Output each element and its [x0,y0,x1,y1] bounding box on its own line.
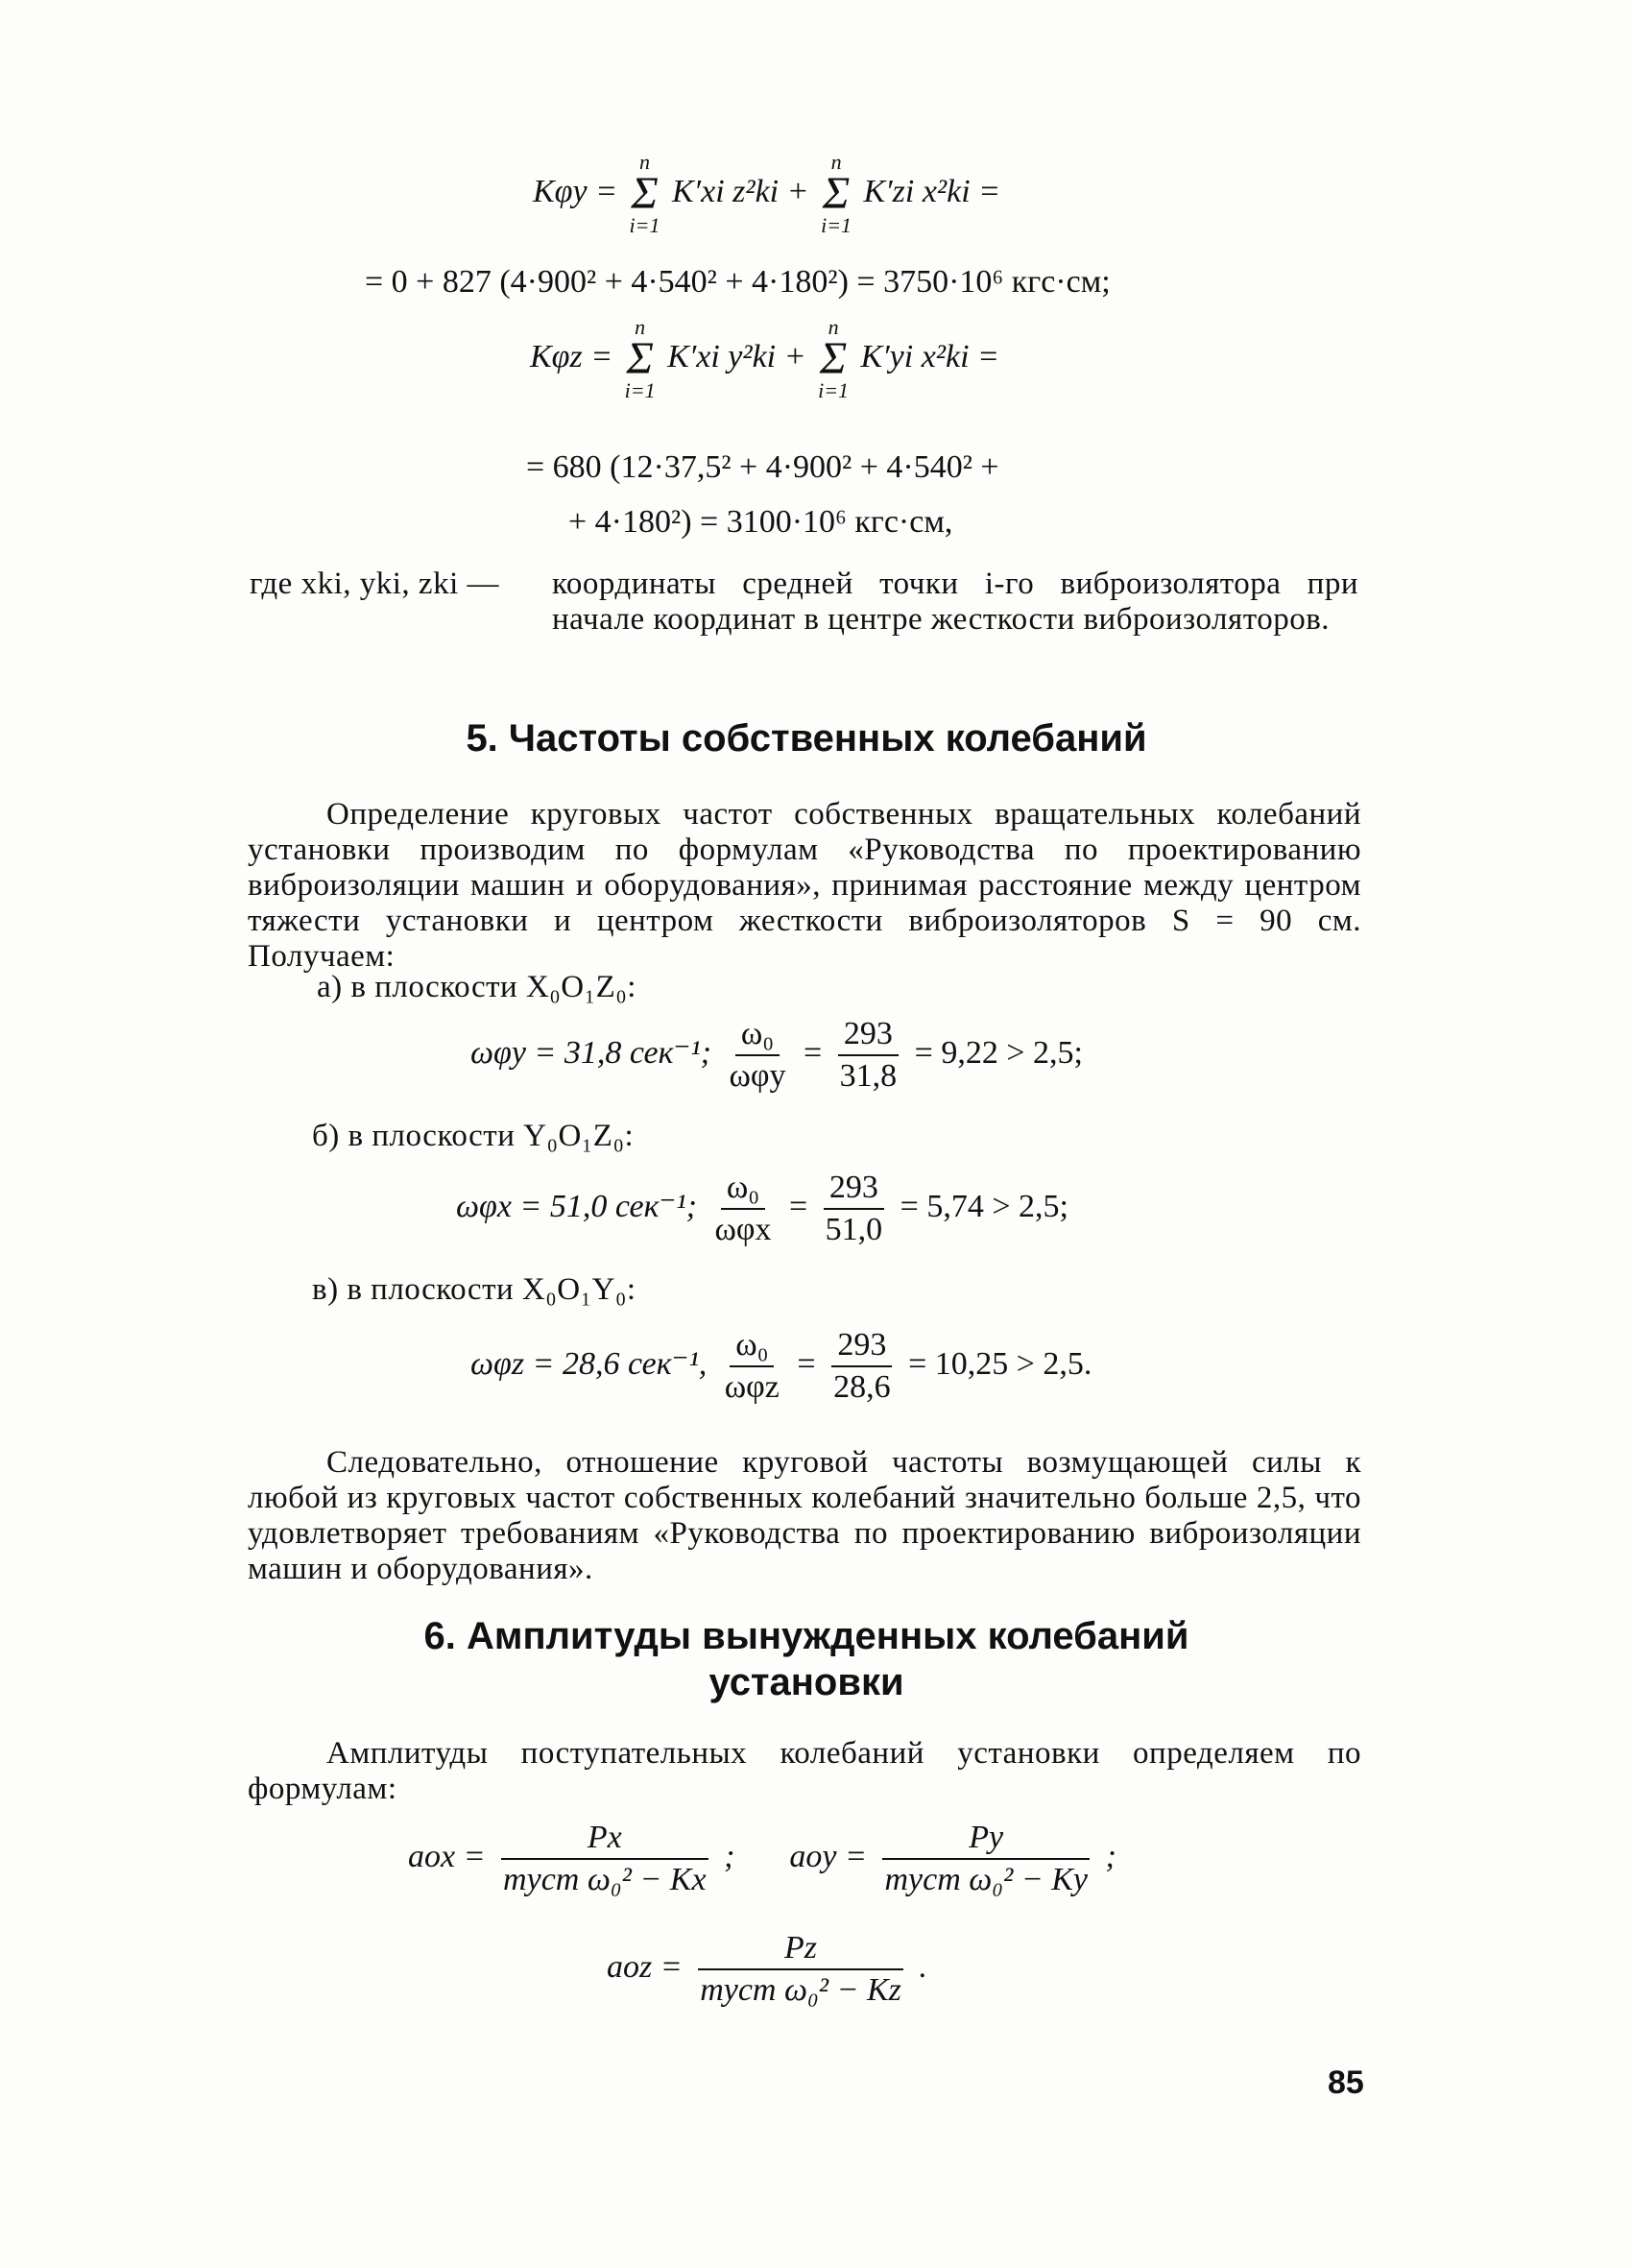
aox-lhs: aox = [408,1838,486,1874]
fraction-denominator: mуст ω₀² − Kx [503,1862,707,1897]
fraction-numerator: Py [882,1820,1090,1860]
fraction-numerator: ω₀ [735,1016,780,1056]
separator: ; [1105,1838,1116,1874]
where-text: координаты средней точки i-го виброизолятора при начале координат в центре жесткости виброизоляторов. [552,567,1358,637]
sum-symbol: n Σ i=1 [629,150,660,237]
k-phi-y-term-2: K′zi x²ki = [863,173,1001,209]
sum-symbol: n Σ i=1 [821,150,852,237]
k-phi-y-formula: Kφy = n Σ i=1 K′xi z²ki + n Σ i=1 K′zi x²ki = [533,150,1001,237]
k-phi-z-formula: Kφz = n Σ i=1 K′xi y²ki + n Σ i=1 K′yi x²ki = [530,315,999,402]
fraction-denominator: 28,6 [833,1369,891,1405]
fraction-denominator: mуст ω₀² − Kz [700,1972,901,2008]
aoz-lhs: aoz = [607,1948,683,1985]
sum-upper: n [639,150,651,174]
separator: ; [724,1838,735,1874]
fraction-numerator: ω₀ [721,1170,765,1210]
section-6-title-line-2: установки [708,1661,904,1703]
eq-a: ωφy = 31,8 сек⁻¹; $\frac{\text{ω₀}}{\text{ωφy}}$ = $\frac{293}{31,8}$ = 9,22 > 2,5; [470,1016,1083,1094]
sum-upper: n [828,315,839,339]
sum-lower: i=1 [629,213,660,237]
eq-c-result: = 10,25 > 2,5. [908,1345,1092,1382]
section-5-conclusion: Следовательно, отношение круговой частоты возмущающей силы к любой из круговых частот собственных колебаний значительно больше 2,5, что удовлетворяет требованиям «Руководства по проектированию виброизоляции машин и оборудования». [248,1445,1361,1586]
eq-b: ωφx = 51,0 сек⁻¹; $\frac{\text{ω₀}}{\text{ωφx}}$ = $\frac{293}{51,0}$ = 5,74 > 2,5; [456,1170,1068,1247]
eq-b-result: = 5,74 > 2,5; [900,1188,1068,1224]
eq-c-left: ωφz = 28,6 сек⁻¹, [470,1345,708,1382]
where-prefix: где xki, yki, zki — [250,567,499,601]
k-phi-z-term-1: K′xi y²ki [667,338,777,374]
k-phi-z-term-2: K′yi x²ki = [860,338,999,374]
k-phi-z-value-1: = 680 (12·37,5² + 4·900² + 4·540² + [526,449,999,485]
section-6-title [288,1613,1325,1705]
eq-a-result: = 9,22 > 2,5; [914,1034,1083,1071]
sum-lower: i=1 [624,378,656,402]
fraction-numerator: 293 [831,1327,892,1367]
aox-aoy-formulas [408,1820,1116,1898]
ratio-fraction [723,1016,791,1095]
fraction-numerator: 293 [824,1170,884,1210]
aoz-fraction [694,1930,907,2009]
sum-symbol: n Σ i=1 [818,315,850,402]
plane-a-label: а) в плоскости X₀O₁Z₀: [317,970,636,1004]
page-number: 85 [1328,2064,1364,2101]
fraction-numerator: Px [501,1820,708,1860]
aox-fraction [497,1820,712,1898]
end-period: . [919,1948,927,1985]
fraction-numerator: Pz [698,1930,903,1970]
value-fraction [828,1327,897,1406]
fraction-numerator: ω₀ [730,1327,774,1367]
eq-c: ωφz = 28,6 сек⁻¹, $\frac{\text{ω₀}}{\text{ωφz}}$ = $\frac{293}{28,6}$ = 10,25 > 2,5. [470,1327,1092,1405]
eq-b-left: ωφx = 51,0 сек⁻¹; [456,1188,697,1224]
fraction-denominator: ωφy [729,1058,786,1094]
aoz-formula [607,1930,927,2009]
eq-a-left: ωφy = 31,8 сек⁻¹; [470,1034,711,1071]
k-phi-z-value-2: + 4·180²) = 3100·10⁶ кгс·см, [568,504,953,540]
ratio-fraction [708,1170,777,1248]
ratio-fraction [719,1327,785,1406]
fraction-denominator: 31,8 [839,1058,898,1094]
aoy-lhs: aoy = [789,1838,867,1874]
section-5-paragraph: Определение круговых частот собственных вращательных колебаний установки производим по формулам «Руководства по проектированию виброизоляции машин и оборудования», принимая расстояние между центром тяжести установки и центром жесткости виброизоляторов S = 90 см. Получаем: [248,797,1361,974]
plane-c-label: в) в плоскости X₀O₁Y₀: [312,1272,636,1307]
k-phi-y-term-1: K′xi z²ki [672,173,780,209]
value-fraction [834,1016,903,1095]
sum-upper: n [830,150,842,174]
sum-upper: n [635,315,646,339]
fraction-numerator: 293 [838,1016,899,1056]
value-fraction [820,1170,889,1248]
section-6-title-line-1: 6. Амплитуды вынужденных колебаний [423,1615,1189,1657]
aoy-fraction [878,1820,1093,1898]
section-5-title: 5. Частоты собственных колебаний [466,717,1147,760]
section-6-paragraph: Амплитуды поступательных колебаний установки определяем по формулам: [248,1736,1361,1806]
k-phi-y-value: = 0 + 827 (4·900² + 4·540² + 4·180²) = 3750·10⁶ кгс·см; [365,264,1111,300]
fraction-denominator: mуст ω₀² − Ky [884,1862,1088,1897]
k-phi-y-lhs: Kφy [533,173,588,209]
sum-lower: i=1 [821,213,852,237]
k-phi-z-lhs: Kφz [530,338,583,374]
sum-symbol: n Σ i=1 [624,315,656,402]
fraction-denominator: 51,0 [825,1212,883,1247]
sum-lower: i=1 [818,378,850,402]
fraction-denominator: ωφx [714,1212,772,1247]
plane-b-label: б) в плоскости Y₀O₁Z₀: [312,1119,635,1153]
fraction-denominator: ωφz [724,1369,780,1405]
